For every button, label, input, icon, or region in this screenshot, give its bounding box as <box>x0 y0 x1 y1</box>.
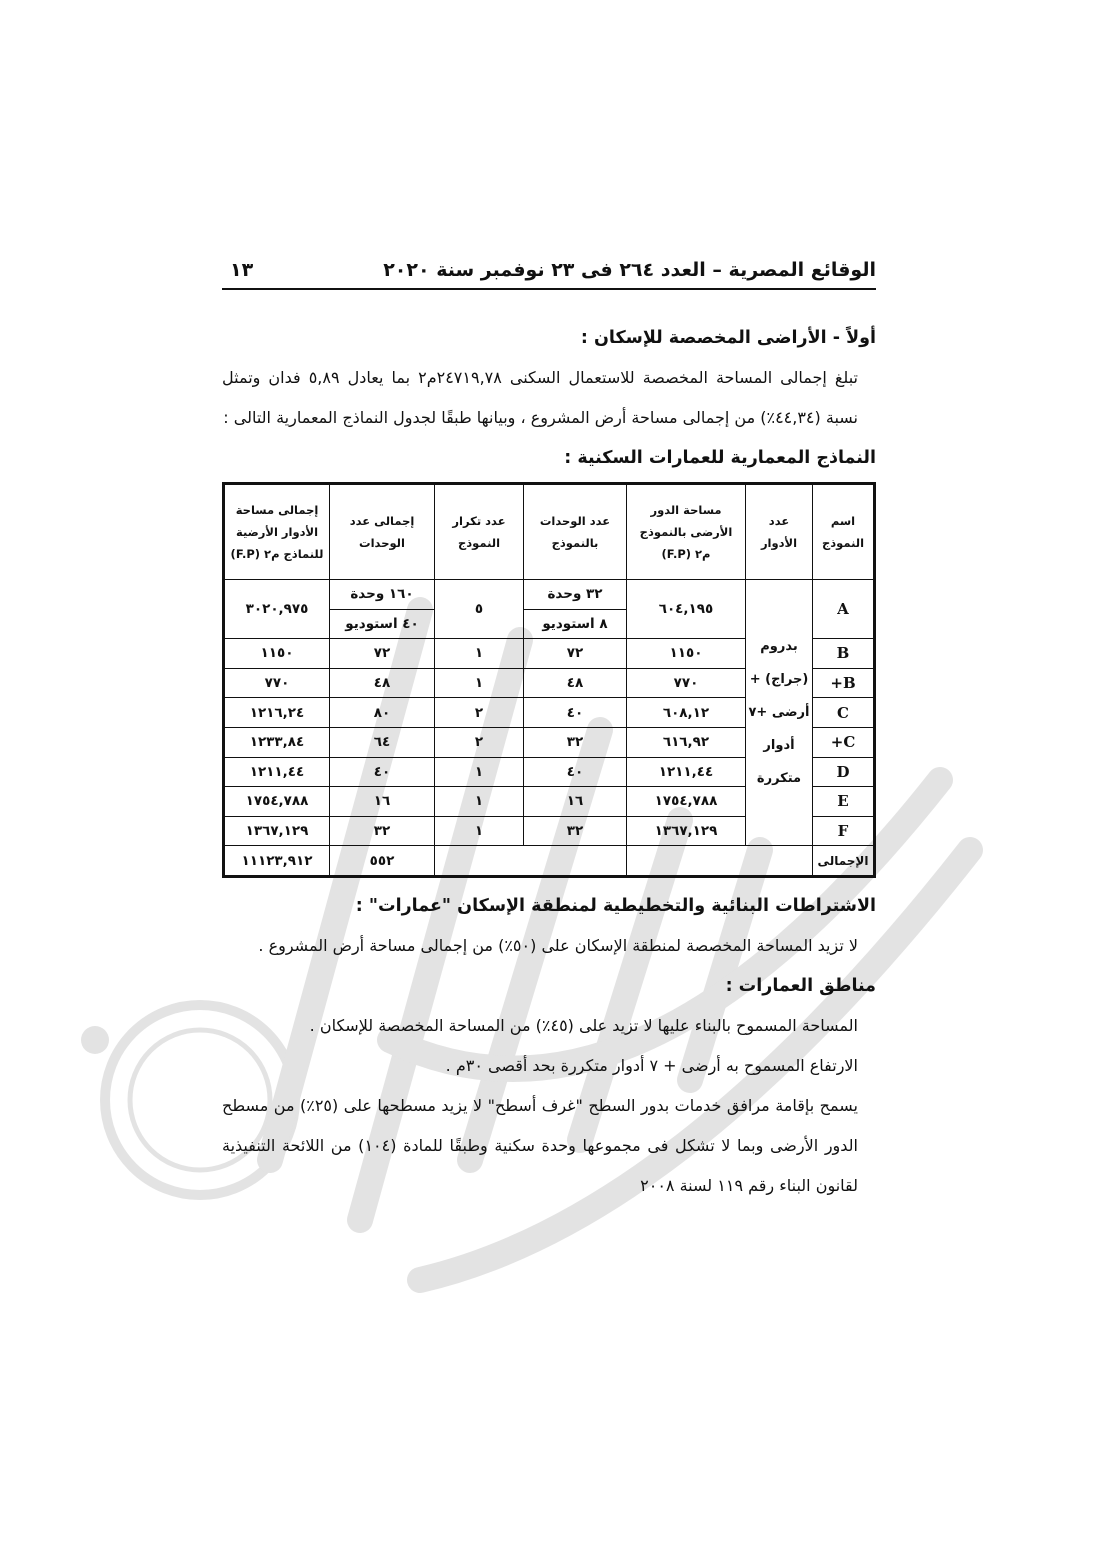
cell-total-label: الإجمالى <box>813 846 875 877</box>
cell-repetitions: ١ <box>435 639 524 669</box>
cell-total-area: ٣٠٢٠,٩٧٥ <box>224 580 330 639</box>
cell-repetitions: ١ <box>435 816 524 846</box>
cell-total-area: ١١٥٠ <box>224 639 330 669</box>
table-total-row <box>224 846 875 877</box>
cell-total-units: ٦٤ <box>330 727 435 757</box>
cell-total-area: ١٢١١,٤٤ <box>224 757 330 787</box>
section1-heading: أولاً - الأراضى المخصصة للإسكان : <box>580 328 876 348</box>
cell-repetitions: ٥ <box>435 580 524 639</box>
cell-total-area: ١٢٣٣,٨٤ <box>224 727 330 757</box>
cell-repetitions: ١ <box>435 757 524 787</box>
cell-grand-total-units: ٥٥٢ <box>330 846 435 877</box>
cell-units: ٣٢ وحدة <box>524 580 627 610</box>
col-header-total-units: إجمالى عدد الوحدات <box>330 484 435 580</box>
cell-model-name: D <box>813 757 875 787</box>
cell-total-units: ٧٢ <box>330 639 435 669</box>
table-header-row <box>224 484 875 580</box>
cell-ground-area: ١٧٥٤,٧٨٨ <box>627 787 746 817</box>
cell-repetitions: ٢ <box>435 727 524 757</box>
cell-units: ٤٨ <box>524 668 627 698</box>
table-row <box>224 580 875 610</box>
col-header-ground-area: مساحة الدور الأرضى بالنموذج م٢ (F.P) <box>627 484 746 580</box>
section3-line-1: المساحة المسموح بالبناء عليها لا تزيد على (٤٥٪) من المساحة المخصصة للإسكان . <box>309 1015 858 1035</box>
cell-empty <box>435 846 627 877</box>
cell-total-area: ١٧٥٤,٧٨٨ <box>224 787 330 817</box>
cell-repetitions: ٢ <box>435 698 524 728</box>
cell-total-units: ٤٠ استوديو <box>330 609 435 639</box>
cell-model-name: E <box>813 787 875 817</box>
cell-ground-area: ١٢١١,٤٤ <box>627 757 746 787</box>
col-header-repetitions: عدد تكرار النموذج <box>435 484 524 580</box>
cell-ground-area: ١١٥٠ <box>627 639 746 669</box>
cell-total-units: ٤٨ <box>330 668 435 698</box>
page-header <box>222 252 876 290</box>
cell-model-name: B <box>813 639 875 669</box>
cell-total-units: ٤٠ <box>330 757 435 787</box>
section3-line-3: يسمح بإقامة مرافق خدمات بدور السطح "غرف أسطح" لا يزيد مسطحها على (٢٥٪) من مسطح الدور الأرضى وبما لا تشكل فى مجموعها وحدة سكنية وطبقًا للمادة (١٠٤) من اللائحة التنفيذية لقانون البناء رقم ١١٩ لسنة ٢٠٠٨ <box>222 1095 858 1195</box>
cell-floors: بدروم (جراج) + أرضى +٧ أدوار متكررة <box>746 580 813 846</box>
page-number: ١٣ <box>230 259 254 281</box>
cell-units: ١٦ <box>524 787 627 817</box>
cell-units: ٣٢ <box>524 816 627 846</box>
header-title: الوقائع المصرية – العدد ٢٦٤ فى ٢٣ نوفمبر سنة ٢٠٢٠ <box>383 259 876 281</box>
cell-repetitions: ١ <box>435 787 524 817</box>
col-header-model-name: اسم النموذج <box>813 484 875 580</box>
cell-total-units: ١٦٠ وحدة <box>330 580 435 610</box>
cell-model-name: C <box>813 698 875 728</box>
architectural-models-table <box>222 482 876 878</box>
cell-total-area: ١٣٦٧,١٢٩ <box>224 816 330 846</box>
cell-repetitions: ١ <box>435 668 524 698</box>
table-title: النماذج المعمارية للعمارات السكنية : <box>564 448 876 468</box>
cell-total-units: ٣٢ <box>330 816 435 846</box>
section2-paragraph: لا تزيد المساحة المخصصة لمنطقة الإسكان على (٥٠٪) من إجمالى مساحة أرض المشروع . <box>258 935 858 955</box>
cell-grand-total-area: ١١١٢٣,٩١٢ <box>224 846 330 877</box>
cell-ground-area: ٧٧٠ <box>627 668 746 698</box>
cell-model-name: F <box>813 816 875 846</box>
cell-units: ٤٠ <box>524 698 627 728</box>
col-header-floors: عدد الأدوار <box>746 484 813 580</box>
cell-model-name: C+ <box>813 727 875 757</box>
section2-heading: الاشتراطات البنائية والتخطيطية لمنطقة الإسكان "عمارات" : <box>355 895 876 916</box>
cell-model-name: B+ <box>813 668 875 698</box>
section1-paragraph: تبلغ إجمالى المساحة المخصصة للاستعمال السكنى ٢٤٧١٩,٧٨م٢ بما يعادل ٥,٨٩ فدان وتمثل نسبة (٤٤,٣٤٪) من إجمالى مساحة أرض المشروع ، وبيانها طبقًا لجدول النماذج المعمارية التالى : <box>222 368 858 427</box>
cell-ground-area: ٦٠٨,١٢ <box>627 698 746 728</box>
col-header-units-per-model: عدد الوحدات بالنموذج <box>524 484 627 580</box>
section3-heading: مناطق العمارات : <box>725 975 876 996</box>
cell-ground-area: ١٣٦٧,١٢٩ <box>627 816 746 846</box>
cell-total-units: ١٦ <box>330 787 435 817</box>
cell-model-name: A <box>813 580 875 639</box>
section3-line-2: الارتفاع المسموح به أرضى + ٧ أدوار متكررة بحد أقصى ٣٠م . <box>445 1055 858 1075</box>
cell-ground-area: ٦٠٤,١٩٥ <box>627 580 746 639</box>
cell-total-area: ٧٧٠ <box>224 668 330 698</box>
cell-total-area: ١٢١٦,٢٤ <box>224 698 330 728</box>
cell-total-units: ٨٠ <box>330 698 435 728</box>
cell-empty <box>627 846 813 877</box>
col-header-total-area: إجمالى مساحة الأدوار الأرضية للنماذج م٢ (F.P) <box>224 484 330 580</box>
cell-units: ٤٠ <box>524 757 627 787</box>
cell-units: ٧٢ <box>524 639 627 669</box>
cell-ground-area: ٦١٦,٩٢ <box>627 727 746 757</box>
cell-units: ٨ استوديو <box>524 609 627 639</box>
page-content <box>222 318 876 1206</box>
cell-units: ٣٢ <box>524 727 627 757</box>
